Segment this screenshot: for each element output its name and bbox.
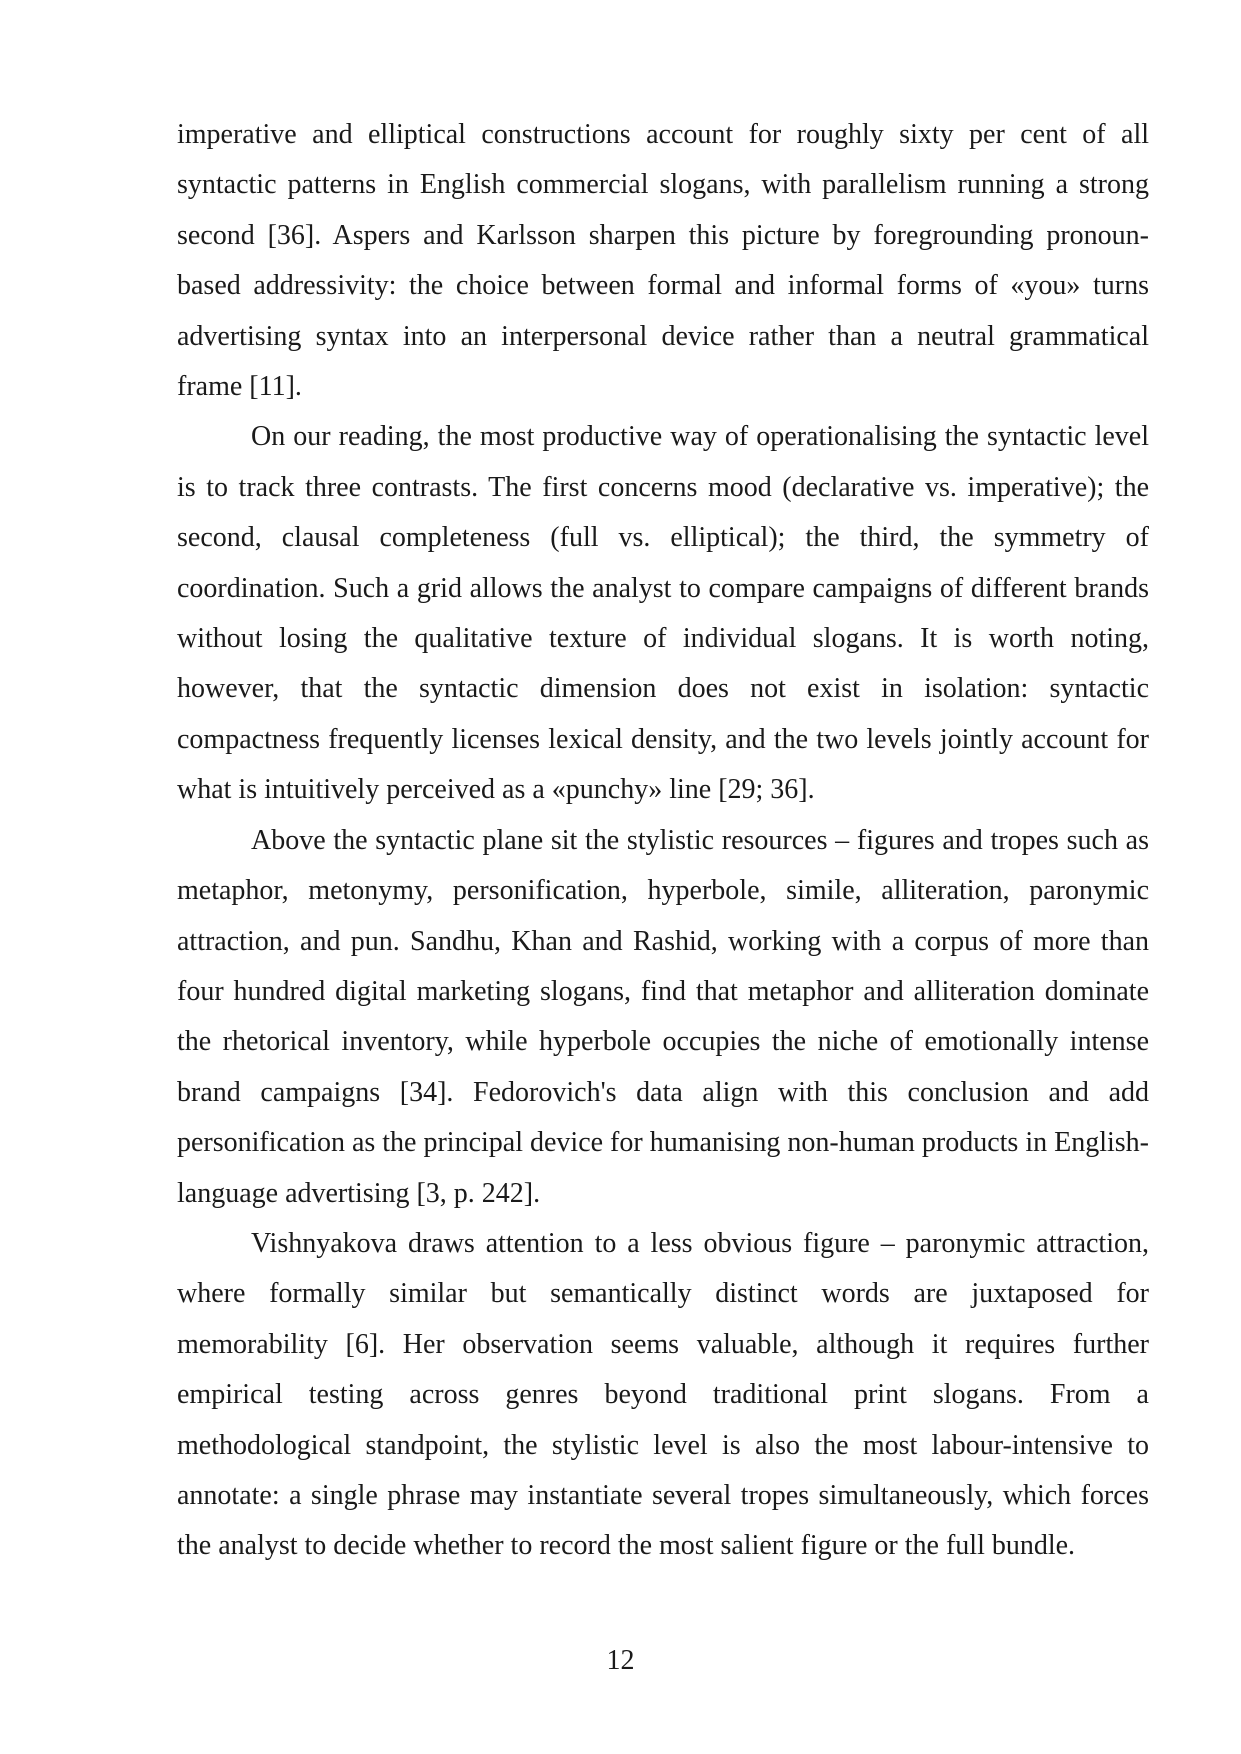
paragraph-3: Above the syntactic plane sit the stylistic resources – figures and tropes such as metaphor, metonymy, personification, hyperbole, simile, alliteration, paronymic attraction, and pun. Sandhu, Khan and Rashid, working with a corpus of more than four hundred digital marketing slogans, find that metaphor and alliteration dominate the rhetorical inventory, while hyperbole occupies the niche of emotionally intense brand campaigns [34]. Fedorovich's data align with this conclusion and add personification as the principal device for humanising non-human products in English-language advertising [3, p. 242]. bbox=[177, 824, 1149, 1209]
page-number: 12 bbox=[606, 1645, 635, 1676]
paragraph-4: Vishnyakova draws attention to a less obvious figure – paronymic attraction, where formally similar but semantically distinct words are juxtaposed for memorability [6]. Her observation seems valuable, although it requires further empirical testing across genres beyond traditional print slogans. From a methodological standpoint, the stylistic level is also the most labour-intensive to annotate: a single phrase may instantiate several tropes simultaneously, which forces the analyst to decide whether to record the most salient figure or the full bundle. bbox=[177, 1227, 1149, 1562]
paragraph-2: On our reading, the most productive way of operationalising the syntactic level is to track three contrasts. The first concerns mood (declarative vs. imperative); the second, clausal completeness (full vs. elliptical); the third, the symmetry of coordination. Such a grid allows the analyst to compare campaigns of different brands without losing the qualitative texture of individual slogans. It is worth noting, however, that the syntactic dimension does not exist in isolation: syntactic compactness frequently licenses lexical density, and the two levels jointly account for what is intuitively perceived as a «punchy» line [29; 36]. bbox=[177, 421, 1149, 806]
paragraph-1: imperative and elliptical constructions account for roughly sixty per cent of all syntactic patterns in English commercial slogans, with parallelism running a strong second [36]. Aspers and Karlsson sharpen this picture by foregrounding pronoun-based addressivity: the choice between formal and informal forms of «you» turns advertising syntax into an interpersonal device rather than a neutral grammatical frame [11]. bbox=[177, 119, 1149, 403]
document-body bbox=[177, 110, 1149, 1572]
